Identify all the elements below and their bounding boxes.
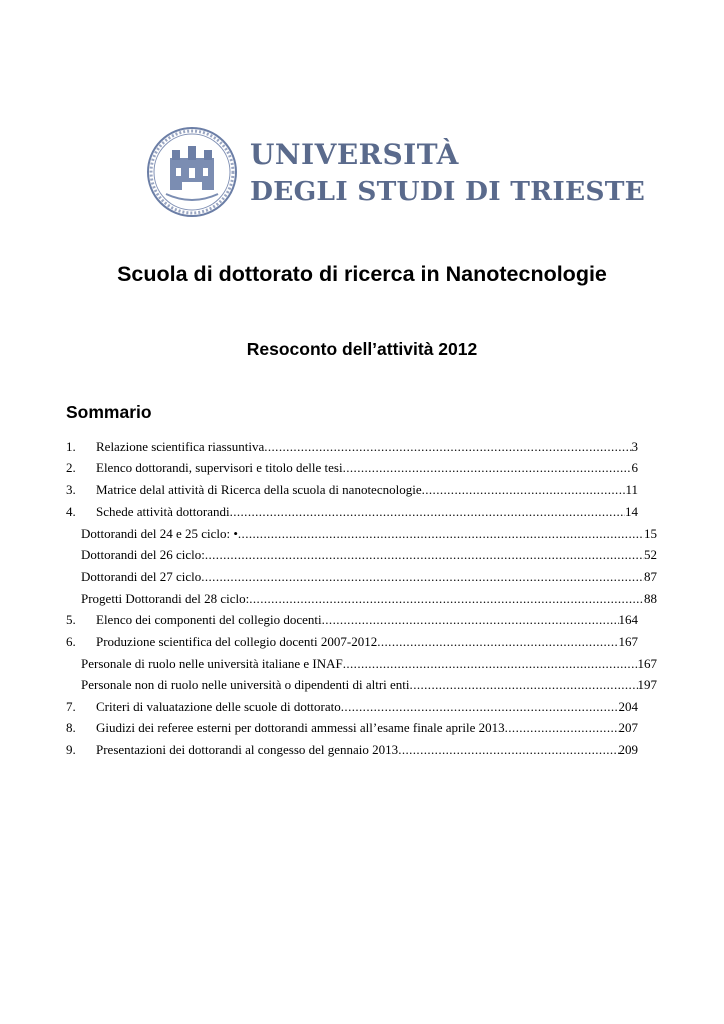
toc-entry[interactable] xyxy=(81,525,657,543)
toc-text: Criteri di valuatazione delle scuole di dottorato xyxy=(96,699,341,714)
toc-entry[interactable] xyxy=(66,459,638,477)
toc-entry[interactable] xyxy=(81,676,657,694)
toc-leader xyxy=(410,676,638,694)
toc-leader xyxy=(322,611,619,629)
university-seal-icon xyxy=(146,124,238,220)
toc-text: Matrice delal attività di Ricerca della scuola di nanotecnologie xyxy=(96,482,422,497)
toc-number: 8. xyxy=(66,720,76,735)
toc-number: 4. xyxy=(66,504,76,519)
toc-number: 1. xyxy=(66,439,76,454)
toc-page: 167 xyxy=(637,656,657,671)
toc-text: Elenco dei componenti del collegio docenti xyxy=(96,612,322,627)
toc-page: 88 xyxy=(644,591,657,606)
toc-page: 167 xyxy=(618,634,638,649)
toc-entry[interactable] xyxy=(66,503,638,521)
university-name-line1: UNIVERSITÀ xyxy=(250,138,459,171)
toc-page: 87 xyxy=(644,569,657,584)
toc-entry[interactable] xyxy=(66,481,638,499)
toc-leader xyxy=(398,741,618,759)
toc-page: 52 xyxy=(644,547,657,562)
toc-text: Progetti Dottorandi del 28 ciclo: xyxy=(81,591,250,606)
toc-text: Relazione scientifica riassuntiva xyxy=(96,439,265,454)
document-title: Scuola di dottorato di ricerca in Nanotecnologie xyxy=(117,262,607,286)
toc-number: 5. xyxy=(66,612,76,627)
toc-number: 3. xyxy=(66,482,76,497)
toc-leader xyxy=(341,698,619,716)
document-subtitle: Resoconto dell’attività 2012 xyxy=(246,339,478,359)
toc-page: 197 xyxy=(637,677,657,692)
toc-entry[interactable] xyxy=(81,546,657,564)
toc-entry[interactable] xyxy=(81,590,657,608)
university-logo xyxy=(146,124,646,220)
toc-leader xyxy=(230,503,625,521)
toc-text: Giudizi dei referee esterni per dottorandi ammessi all’esame finale aprile 2013 xyxy=(96,720,505,735)
toc-text: Presentazioni dei dottorandi al congesso del gennaio 2013 xyxy=(96,742,399,757)
toc-page: 15 xyxy=(644,526,657,541)
toc-number: 9. xyxy=(66,742,76,757)
toc-text: Dottorandi del 24 e 25 ciclo: • xyxy=(81,526,238,541)
toc-entry[interactable] xyxy=(66,741,638,759)
toc-leader xyxy=(343,459,632,477)
toc-leader xyxy=(264,438,631,456)
toc-text: Personale non di ruolo nelle università o dipendenti di altri enti xyxy=(81,677,410,692)
toc-number: 7. xyxy=(66,699,76,714)
toc-entry[interactable] xyxy=(66,719,638,737)
university-name-line2: DEGLI STUDI DI TRIESTE xyxy=(250,176,646,207)
toc-entry[interactable] xyxy=(66,611,638,629)
toc-leader xyxy=(377,633,618,651)
toc-entry[interactable] xyxy=(66,438,638,456)
toc-text: Produzione scientifica del collegio docenti 2007-2012 xyxy=(96,634,378,649)
toc-text: Dottorandi del 26 ciclo: xyxy=(81,547,205,562)
toc-entry[interactable] xyxy=(81,568,657,586)
toc-number: 6. xyxy=(66,634,76,649)
toc-page: 6 xyxy=(631,460,638,475)
toc-leader xyxy=(205,546,644,564)
toc-text: Schede attività dottorandi xyxy=(96,504,230,519)
toc-page: 207 xyxy=(618,720,638,735)
toc-page: 164 xyxy=(618,612,638,627)
toc-leader xyxy=(249,590,644,608)
toc-text: Dottorandi del 27 ciclo xyxy=(81,569,202,584)
toc-text: Elenco dottorandi, supervisori e titolo delle tesi xyxy=(96,460,343,475)
toc-entry[interactable] xyxy=(81,655,657,673)
toc-number: 2. xyxy=(66,460,76,475)
toc-page: 209 xyxy=(618,742,638,757)
toc-leader xyxy=(343,655,638,673)
toc-leader xyxy=(201,568,644,586)
toc-entry[interactable] xyxy=(66,633,638,651)
toc-leader xyxy=(238,525,644,543)
toc-page: 3 xyxy=(631,439,638,454)
toc-text: Personale di ruolo nelle università italiane e INAF xyxy=(81,656,343,671)
toc-page: 14 xyxy=(625,504,638,519)
toc-leader xyxy=(505,719,619,737)
summary-heading: Sommario xyxy=(66,402,152,422)
toc-page: 204 xyxy=(618,699,638,714)
toc-leader xyxy=(422,481,626,499)
toc-page: 11 xyxy=(625,482,638,497)
toc-entry[interactable] xyxy=(66,698,638,716)
